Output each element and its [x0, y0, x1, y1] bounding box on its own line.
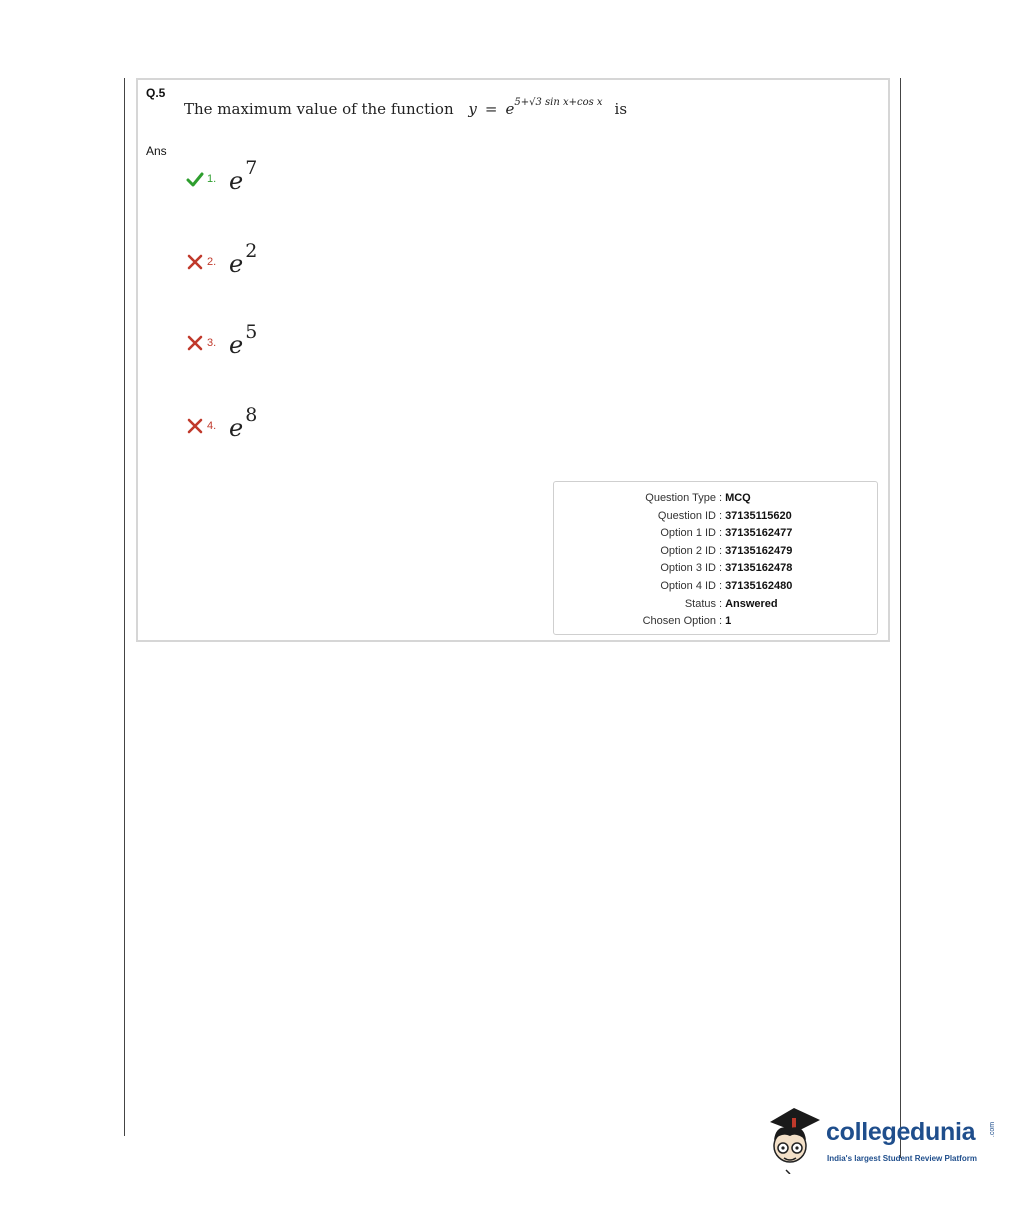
option-3 — [186, 321, 258, 361]
option-2 — [186, 240, 258, 280]
collegedunia-logo — [766, 1104, 996, 1174]
option-4 — [186, 404, 258, 444]
info-option3-id: Option 3 ID : 37135162478 — [660, 562, 793, 575]
question-info-panel — [553, 481, 878, 635]
page-right-rule — [900, 78, 901, 1158]
option-value: e $^2$ — [229, 240, 258, 278]
info-question-type: Question Type : MCQ — [645, 492, 751, 504]
question-exponent: 5+√3 sin x+cos x — [514, 97, 603, 108]
option-number: 3. — [207, 337, 217, 349]
question-equals: = — [484, 100, 498, 118]
question-base: e — [505, 100, 515, 118]
option-value: e $^5$ — [229, 321, 258, 359]
cross-icon — [186, 253, 204, 271]
question-text — [184, 97, 628, 118]
option-value: e $^7$ — [229, 157, 258, 195]
question-number: Q.5 — [146, 86, 166, 100]
logo-tagline: India's largest Student Review Platform — [827, 1154, 977, 1163]
question-suffix: is — [614, 100, 628, 118]
cross-icon — [186, 334, 204, 352]
info-status: Status : Answered — [684, 597, 778, 610]
mascot-icon — [766, 1104, 824, 1174]
question-prefix: The maximum value of the function — [184, 100, 454, 118]
option-number: 4. — [207, 420, 217, 432]
info-option1-id: Option 1 ID : 37135162477 — [660, 527, 793, 540]
option-number: 2. — [207, 256, 217, 268]
option-value: e $^8$ — [229, 404, 258, 442]
info-question-id: Question ID : 37135115620 — [657, 509, 792, 522]
info-chosen-option: Chosen Option : 1 — [642, 615, 732, 628]
logo-suffix: .com — [989, 1121, 997, 1138]
option-1 — [186, 157, 258, 197]
info-option2-id: Option 2 ID : 37135162479 — [660, 544, 793, 557]
cross-icon — [186, 417, 204, 435]
page-left-rule — [124, 78, 125, 1136]
info-option4-id: Option 4 ID : 37135162480 — [660, 579, 793, 592]
option-number: 1. — [207, 173, 217, 185]
check-icon — [186, 170, 204, 188]
logo-wordmark: collegedunia — [826, 1118, 976, 1146]
question-var: y — [468, 100, 477, 118]
answer-label: Ans — [146, 144, 167, 158]
